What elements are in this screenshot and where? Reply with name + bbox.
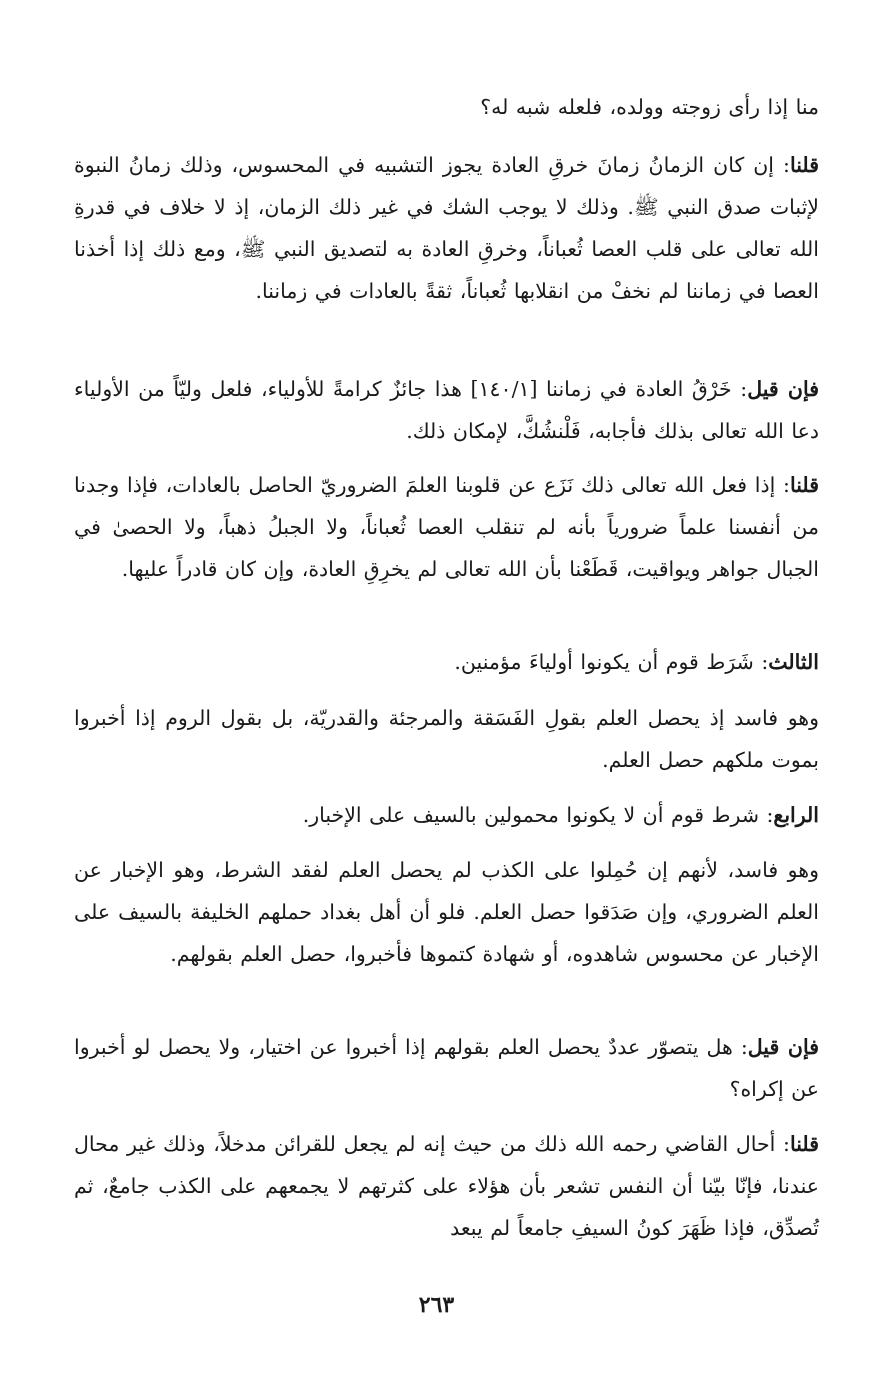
paragraph-text: : إذا فعل الله تعالى ذلك نَزَع عن قلوبنا العلمَ الضروريّ الحاصل بالعادات، فإذا وجدنا من أنفسنا علماً ضرورياً بأنه لم تنقلب العصا ثُعباناً، ولا الجبلُ ذهباً، ولا الحصىٰ في الجبال جواهر ويواقيت، قَطَعْنا بأن الله تعالى لم يخرِقِ العادة، وإن كان قادراً عليها.	[74, 473, 819, 581]
paragraph-10	[74, 1123, 819, 1249]
paragraph-text: وهو فاسد إذ يحصل العلم بقولِ الفَسَقة والمرجئة والقدريّة، بل بقول الروم إذا أخبروا بموت ملكهم حصل العلم.	[74, 706, 819, 772]
paragraph-lead: الرابع	[773, 803, 819, 827]
paragraph-8	[74, 849, 819, 975]
paragraph-5	[74, 641, 819, 683]
paragraph-lead: قلنا	[789, 1132, 819, 1156]
paragraph-1	[74, 86, 819, 128]
paragraph-text: : هل يتصوّر عددٌ يحصل العلم بقولهم إذا أخبروا عن اختيار، ولا يحصل لو أخبروا عن إكراه؟	[74, 1035, 819, 1101]
paragraph-7	[74, 794, 819, 836]
paragraph-text: : شرط قوم أن لا يكونوا محمولين بالسيف على الإخبار.	[302, 803, 774, 827]
paragraph-lead: قلنا	[789, 153, 819, 177]
paragraph-text: منا إذا رأى زوجته وولده، فلعله شبه له؟	[480, 95, 819, 119]
paragraph-lead: الثالث	[768, 650, 819, 674]
paragraph-3	[74, 368, 819, 452]
paragraph-4	[74, 464, 819, 590]
paragraph-text: : خَرْقُ العادة في زماننا [١٤٠/١] هذا جائزٌ كرامةً للأولياء، فلعل وليّاً من الأولياء دعا الله تعالى بذلك فأجابه، فَلْنشُكَّ، لإمكان ذلك.	[74, 377, 819, 443]
paragraph-lead: فإن قيل	[747, 1035, 820, 1059]
paragraph-lead: فإن قيل	[747, 377, 819, 401]
page-number: ٢٦٣	[418, 1292, 455, 1318]
paragraph-9	[74, 1026, 819, 1110]
document-page	[74, 86, 819, 1326]
paragraph-lead: قلنا	[789, 473, 819, 497]
paragraph-2	[74, 144, 819, 312]
paragraph-text: : شَرَط قوم أن يكونوا أولياءَ مؤمنين.	[454, 650, 769, 674]
paragraph-text: : إن كان الزمانُ زمانَ خرقِ العادة يجوز التشبيه في المحسوس، وذلك زمانُ النبوة لإثبات صدق النبي ﷺ. وذلك لا يوجب الشك في غير ذلك الزمان، إذ لا خلاف في قدرةِ الله تعالى على قلب العصا ثُعباناً، وخرقِ العادة به لتصديق النبي ﷺ، ومع ذلك إذا أخذنا العصا في زماننا لم نخفْ من انقلابها ثُعباناً، ثقةً بالعادات في زماننا.	[74, 153, 819, 303]
paragraph-6	[74, 697, 819, 781]
paragraph-text: : أحال القاضي رحمه الله ذلك من حيث إنه لم يجعل للقرائن مدخلاً، وذلك غير محال عندنا، فإنّا بيّنا أن النفس تشعر بأن هؤلاء على كثرتهم لا يجمعهم على الكذب جامعٌ، ثم تُصدِّق، فإذا ظَهَرَ كونُ السيفِ جامعاً لم يبعد	[74, 1132, 819, 1240]
paragraph-text: وهو فاسد، لأنهم إن حُمِلوا على الكذب لم يحصل العلم لفقد الشرط، وهو الإخبار عن العلم الضروري، وإن صَدَقوا حصل العلم. فلو أن أهل بغداد حملهم الخليفة بالسيف على الإخبار عن محسوس شاهدوه، أو شهادة كتموها فأخبروا، حصل العلم بقولهم.	[74, 858, 819, 966]
